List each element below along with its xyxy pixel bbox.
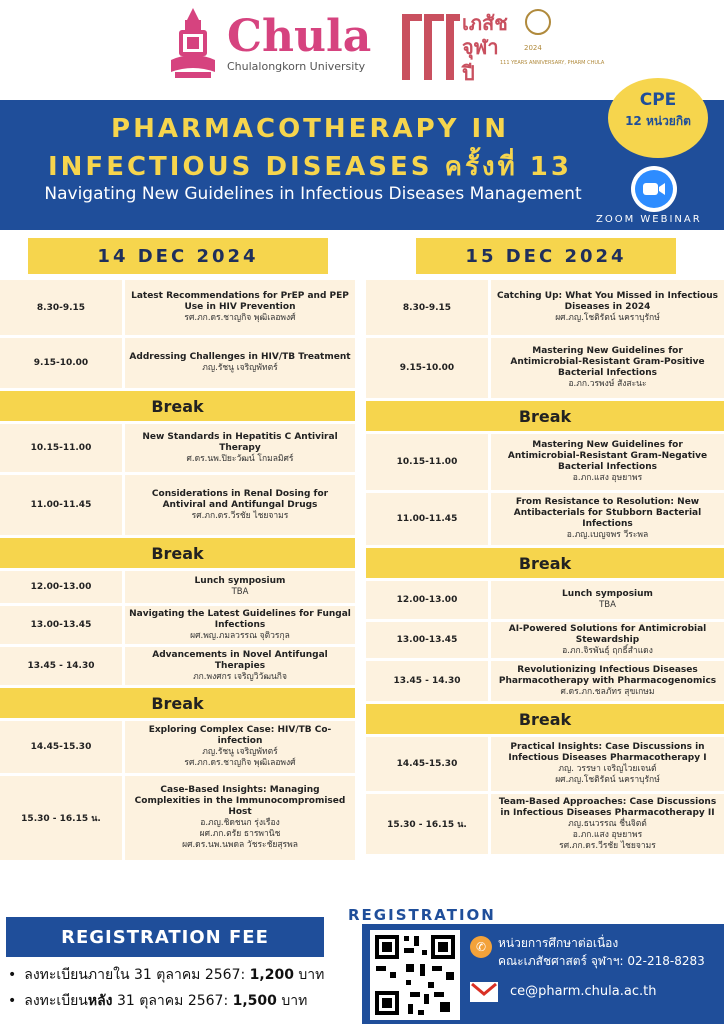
session-time: 14.45-15.30 bbox=[0, 721, 125, 773]
session-time: 8.30-9.15 bbox=[366, 280, 491, 335]
session-time: 9.15-10.00 bbox=[0, 338, 125, 388]
anniv-thai-top: เภสัช bbox=[462, 11, 508, 35]
schedule-row bbox=[366, 622, 724, 658]
mail-icon bbox=[470, 982, 498, 1002]
session-speaker: รศ.ภก.ดร.ชาญกิจ พุฒิเลอพงศ์ bbox=[184, 313, 296, 323]
session-info bbox=[125, 606, 355, 644]
header-logos bbox=[0, 0, 724, 100]
session-time: 12.00-13.00 bbox=[366, 581, 491, 619]
title-line-1: PHARMACOTHERAPY IN bbox=[111, 114, 509, 144]
anniv-text: 111 YEARS ANNIVERSARY, PHARM CHULA bbox=[500, 60, 605, 66]
session-time: 12.00-13.00 bbox=[0, 571, 125, 603]
session-info bbox=[491, 280, 724, 335]
anniversary-logo bbox=[400, 0, 605, 92]
session-speaker: อ.ภญ.ชิดชนก รุ่งเรือง bbox=[200, 818, 280, 828]
contact-line-1: หน่วยการศึกษาต่อเนื่อง bbox=[498, 936, 619, 950]
registration-fee-heading: REGISTRATION FEE bbox=[6, 917, 324, 957]
day1-schedule bbox=[0, 280, 355, 860]
session-topic: Exploring Complex Case: HIV/TB Co-infection bbox=[148, 725, 332, 746]
session-topic: Navigating the Latest Guidelines for Fungal Infections bbox=[129, 608, 351, 630]
schedule-row bbox=[366, 434, 724, 490]
session-topic: From Resistance to Resolution: New Antibacterials for Stubborn Bacterial Infections bbox=[513, 497, 702, 529]
break-banner: Break bbox=[366, 548, 724, 578]
session-topic: Addressing Challenges in HIV/TB Treatment bbox=[129, 352, 351, 362]
schedule-row bbox=[0, 338, 355, 388]
contact-line-2: คณะเภสัชศาสตร์ จุฬาฯ: 02-218-8283 bbox=[498, 954, 705, 968]
session-info bbox=[125, 338, 355, 388]
fee-item-early: • ลงทะเบียนภายใน 31 ตุลาคม 2567: 1,200 บาท bbox=[8, 962, 348, 988]
session-info bbox=[125, 776, 355, 860]
session-info bbox=[125, 475, 355, 535]
session-topic: Catching Up: What You Missed in Infectious Diseases in 2024 bbox=[496, 291, 719, 312]
schedule-row bbox=[366, 794, 724, 854]
fee-list bbox=[8, 962, 348, 1014]
session-speaker: อ.ภก.แสง อุษยาพร bbox=[572, 473, 643, 483]
session-speaker: ผศ.ภก.ตรัย ธารพานิช bbox=[199, 829, 281, 839]
day1-date: 14 DEC 2024 bbox=[28, 238, 328, 274]
session-topic: Case-Based Insights: Managing Complexities in the Immunocompromised Host bbox=[134, 785, 346, 817]
session-info bbox=[125, 721, 355, 773]
session-time: 10.15-11.00 bbox=[0, 424, 125, 472]
schedule-row bbox=[0, 721, 355, 773]
chula-seal-icon bbox=[165, 6, 221, 80]
session-time: 13.00-13.45 bbox=[366, 622, 491, 658]
contact-phone bbox=[478, 934, 705, 970]
session-speaker: ภก.พงศกร เจริญวิวัฒนกิจ bbox=[193, 671, 287, 682]
session-speaker: รศ.ภก.ดร.ชาญกิจ พุฒิเลอพงศ์ bbox=[184, 758, 296, 768]
cpe-badge bbox=[608, 78, 708, 158]
schedule-row bbox=[366, 280, 724, 335]
session-topic: AI-Powered Solutions for Antimicrobial Stewardship bbox=[508, 623, 707, 645]
session-topic: Advancements in Novel Antifungal Therapies bbox=[152, 649, 328, 671]
session-topic: Mastering New Guidelines for Antimicrobial-Resistant Gram-Negative Bacterial Infections bbox=[507, 440, 708, 472]
chula-subtitle: Chulalongkorn University bbox=[227, 59, 366, 73]
session-speaker: อ.ภก.วรพงษ์ สังสะนะ bbox=[568, 379, 647, 389]
session-time: 15.30 - 16.15 น. bbox=[0, 776, 125, 860]
break-banner: Break bbox=[0, 688, 355, 718]
zoom-icon bbox=[631, 166, 677, 212]
session-time: 8.30-9.15 bbox=[0, 280, 125, 335]
anniv-thai-bottom: ปี bbox=[462, 61, 475, 85]
schedule-row bbox=[0, 424, 355, 472]
session-topic: Practical Insights: Case Discussions in Infectious Diseases Pharmacotherapy I bbox=[508, 742, 707, 763]
session-info bbox=[491, 737, 724, 791]
session-time: 11.00-11.45 bbox=[366, 493, 491, 545]
chula-name: Chula bbox=[227, 10, 372, 62]
session-time: 11.00-11.45 bbox=[0, 475, 125, 535]
schedule-row bbox=[0, 647, 355, 685]
session-topic: Lunch symposium bbox=[562, 589, 653, 599]
day2-date: 15 DEC 2024 bbox=[416, 238, 676, 274]
session-speaker: ภญ.รัชนู เจริญพัทตร์ bbox=[202, 747, 278, 757]
session-speaker: ภญ.ธนวรรณ ชื่นจิตต์ bbox=[568, 818, 647, 829]
session-speaker: ผศ.พญ.ภมลวรรณ จุติวรกุล bbox=[190, 630, 290, 641]
session-time: 14.45-15.30 bbox=[366, 737, 491, 791]
session-info bbox=[491, 622, 724, 658]
session-time: 13.45 - 14.30 bbox=[0, 647, 125, 685]
session-topic: Team-Based Approaches: Case Discussions in Infectious Diseases Pharmacotherapy II bbox=[498, 796, 717, 818]
session-topic: Latest Recommendations for PrEP and PEP Use in HIV Prevention bbox=[131, 291, 349, 312]
schedule-row bbox=[0, 606, 355, 644]
session-time: 13.45 - 14.30 bbox=[366, 661, 491, 701]
fee-item-late: • ลงทะเบียนหลัง 31 ตุลาคม 2567: 1,500 บาท bbox=[8, 988, 348, 1014]
break-banner: Break bbox=[0, 391, 355, 421]
session-speaker: อ.ภก.จิรพันธุ์ ฤกธิ์สำแดง bbox=[562, 645, 653, 656]
session-speaker: ภญ.รัชนู เจริญพัทตร์ bbox=[202, 363, 278, 373]
session-info bbox=[125, 424, 355, 472]
session-info bbox=[491, 581, 724, 619]
session-topic: Lunch symposium bbox=[194, 576, 286, 586]
session-speaker: รศ.ภก.ดร.วีรชัย ไชยจามร bbox=[191, 510, 289, 521]
session-time: 9.15-10.00 bbox=[366, 338, 491, 398]
schedule-row bbox=[0, 475, 355, 535]
session-info bbox=[125, 647, 355, 685]
session-topic: Mastering New Guidelines for Antimicrobial-Resistant Gram-Positive Bacterial Infections bbox=[510, 346, 705, 378]
session-speaker: รศ.ภก.ดร.วีรชัย ไชยจามร bbox=[559, 840, 656, 851]
schedule-row bbox=[366, 493, 724, 545]
schedule-row bbox=[366, 581, 724, 619]
day2-column bbox=[366, 238, 724, 857]
title-line-2: INFECTIOUS DISEASES ครั้งที่ 13 bbox=[48, 152, 572, 182]
chula-logo bbox=[165, 2, 375, 84]
anniv-thai-mid: จุฬา bbox=[462, 35, 499, 59]
session-speaker: ผศ.ภญ.โชติรัตน์ นคราบุรักษ์ bbox=[555, 775, 660, 785]
zoom-label: ZOOM WEBINAR bbox=[596, 214, 702, 225]
session-time: 15.30 - 16.15 น. bbox=[366, 794, 491, 854]
session-info bbox=[491, 794, 724, 854]
schedule-row bbox=[0, 280, 355, 335]
session-speaker: ศ.ดร.นพ.ปิยะวัฒน์ โกมลมิศร์ bbox=[186, 453, 294, 464]
session-speaker: ผศ.ภญ.โชติรัตน์ นคราบุรักษ์ bbox=[555, 313, 660, 323]
cpe-credits: 12 หน่วยกิต bbox=[625, 114, 691, 128]
anniv-year: 2024 bbox=[524, 44, 542, 52]
session-speaker: อ.ภก.แสง อุษยาพร bbox=[572, 829, 643, 840]
session-time: 13.00-13.45 bbox=[0, 606, 125, 644]
registration-heading: REGISTRATION bbox=[348, 906, 496, 924]
session-topic: New Standards in Hepatitis C Antiviral Therapy bbox=[142, 431, 338, 453]
cpe-label: CPE bbox=[639, 90, 677, 110]
qr-code-icon[interactable] bbox=[370, 930, 460, 1020]
schedule-row bbox=[0, 571, 355, 603]
session-speaker: ภญ. วรรษา เจริญไวยเจนต์ bbox=[558, 764, 657, 774]
schedule-row bbox=[366, 338, 724, 398]
contact-email[interactable]: ce@pharm.chula.ac.th bbox=[510, 984, 657, 999]
session-info bbox=[491, 338, 724, 398]
break-banner: Break bbox=[366, 704, 724, 734]
session-topic: Considerations in Renal Dosing for Antiviral and Antifungal Drugs bbox=[151, 488, 329, 510]
day1-column bbox=[0, 238, 355, 863]
break-banner: Break bbox=[0, 538, 355, 568]
session-speaker: TBA bbox=[231, 587, 249, 597]
session-topic: Revolutionizing Infectious Diseases Pharmacotherapy with Pharmacogenomics bbox=[498, 664, 717, 686]
session-speaker: ผศ.ดร.นพ.นพดล วัชระชัยสุรพล bbox=[182, 840, 298, 850]
session-info bbox=[491, 493, 724, 545]
session-info bbox=[491, 434, 724, 490]
session-speaker: TBA bbox=[599, 600, 616, 610]
schedule-row bbox=[0, 776, 355, 860]
phone-icon: ✆ bbox=[470, 936, 492, 958]
break-banner: Break bbox=[366, 401, 724, 431]
session-speaker: อ.ภญ.เบญจพร วีระพล bbox=[566, 530, 649, 540]
banner-subtitle: Navigating New Guidelines in Infectious Diseases Management bbox=[44, 184, 582, 204]
session-info bbox=[491, 661, 724, 701]
session-info bbox=[125, 571, 355, 603]
session-time: 10.15-11.00 bbox=[366, 434, 491, 490]
schedule-row bbox=[366, 661, 724, 701]
day2-schedule bbox=[366, 280, 724, 854]
schedule-row bbox=[366, 737, 724, 791]
registration-box bbox=[362, 924, 724, 1024]
session-info bbox=[125, 280, 355, 335]
session-speaker: ศ.ดร.ภก.ชลภัทร สุขเกษม bbox=[560, 686, 655, 697]
